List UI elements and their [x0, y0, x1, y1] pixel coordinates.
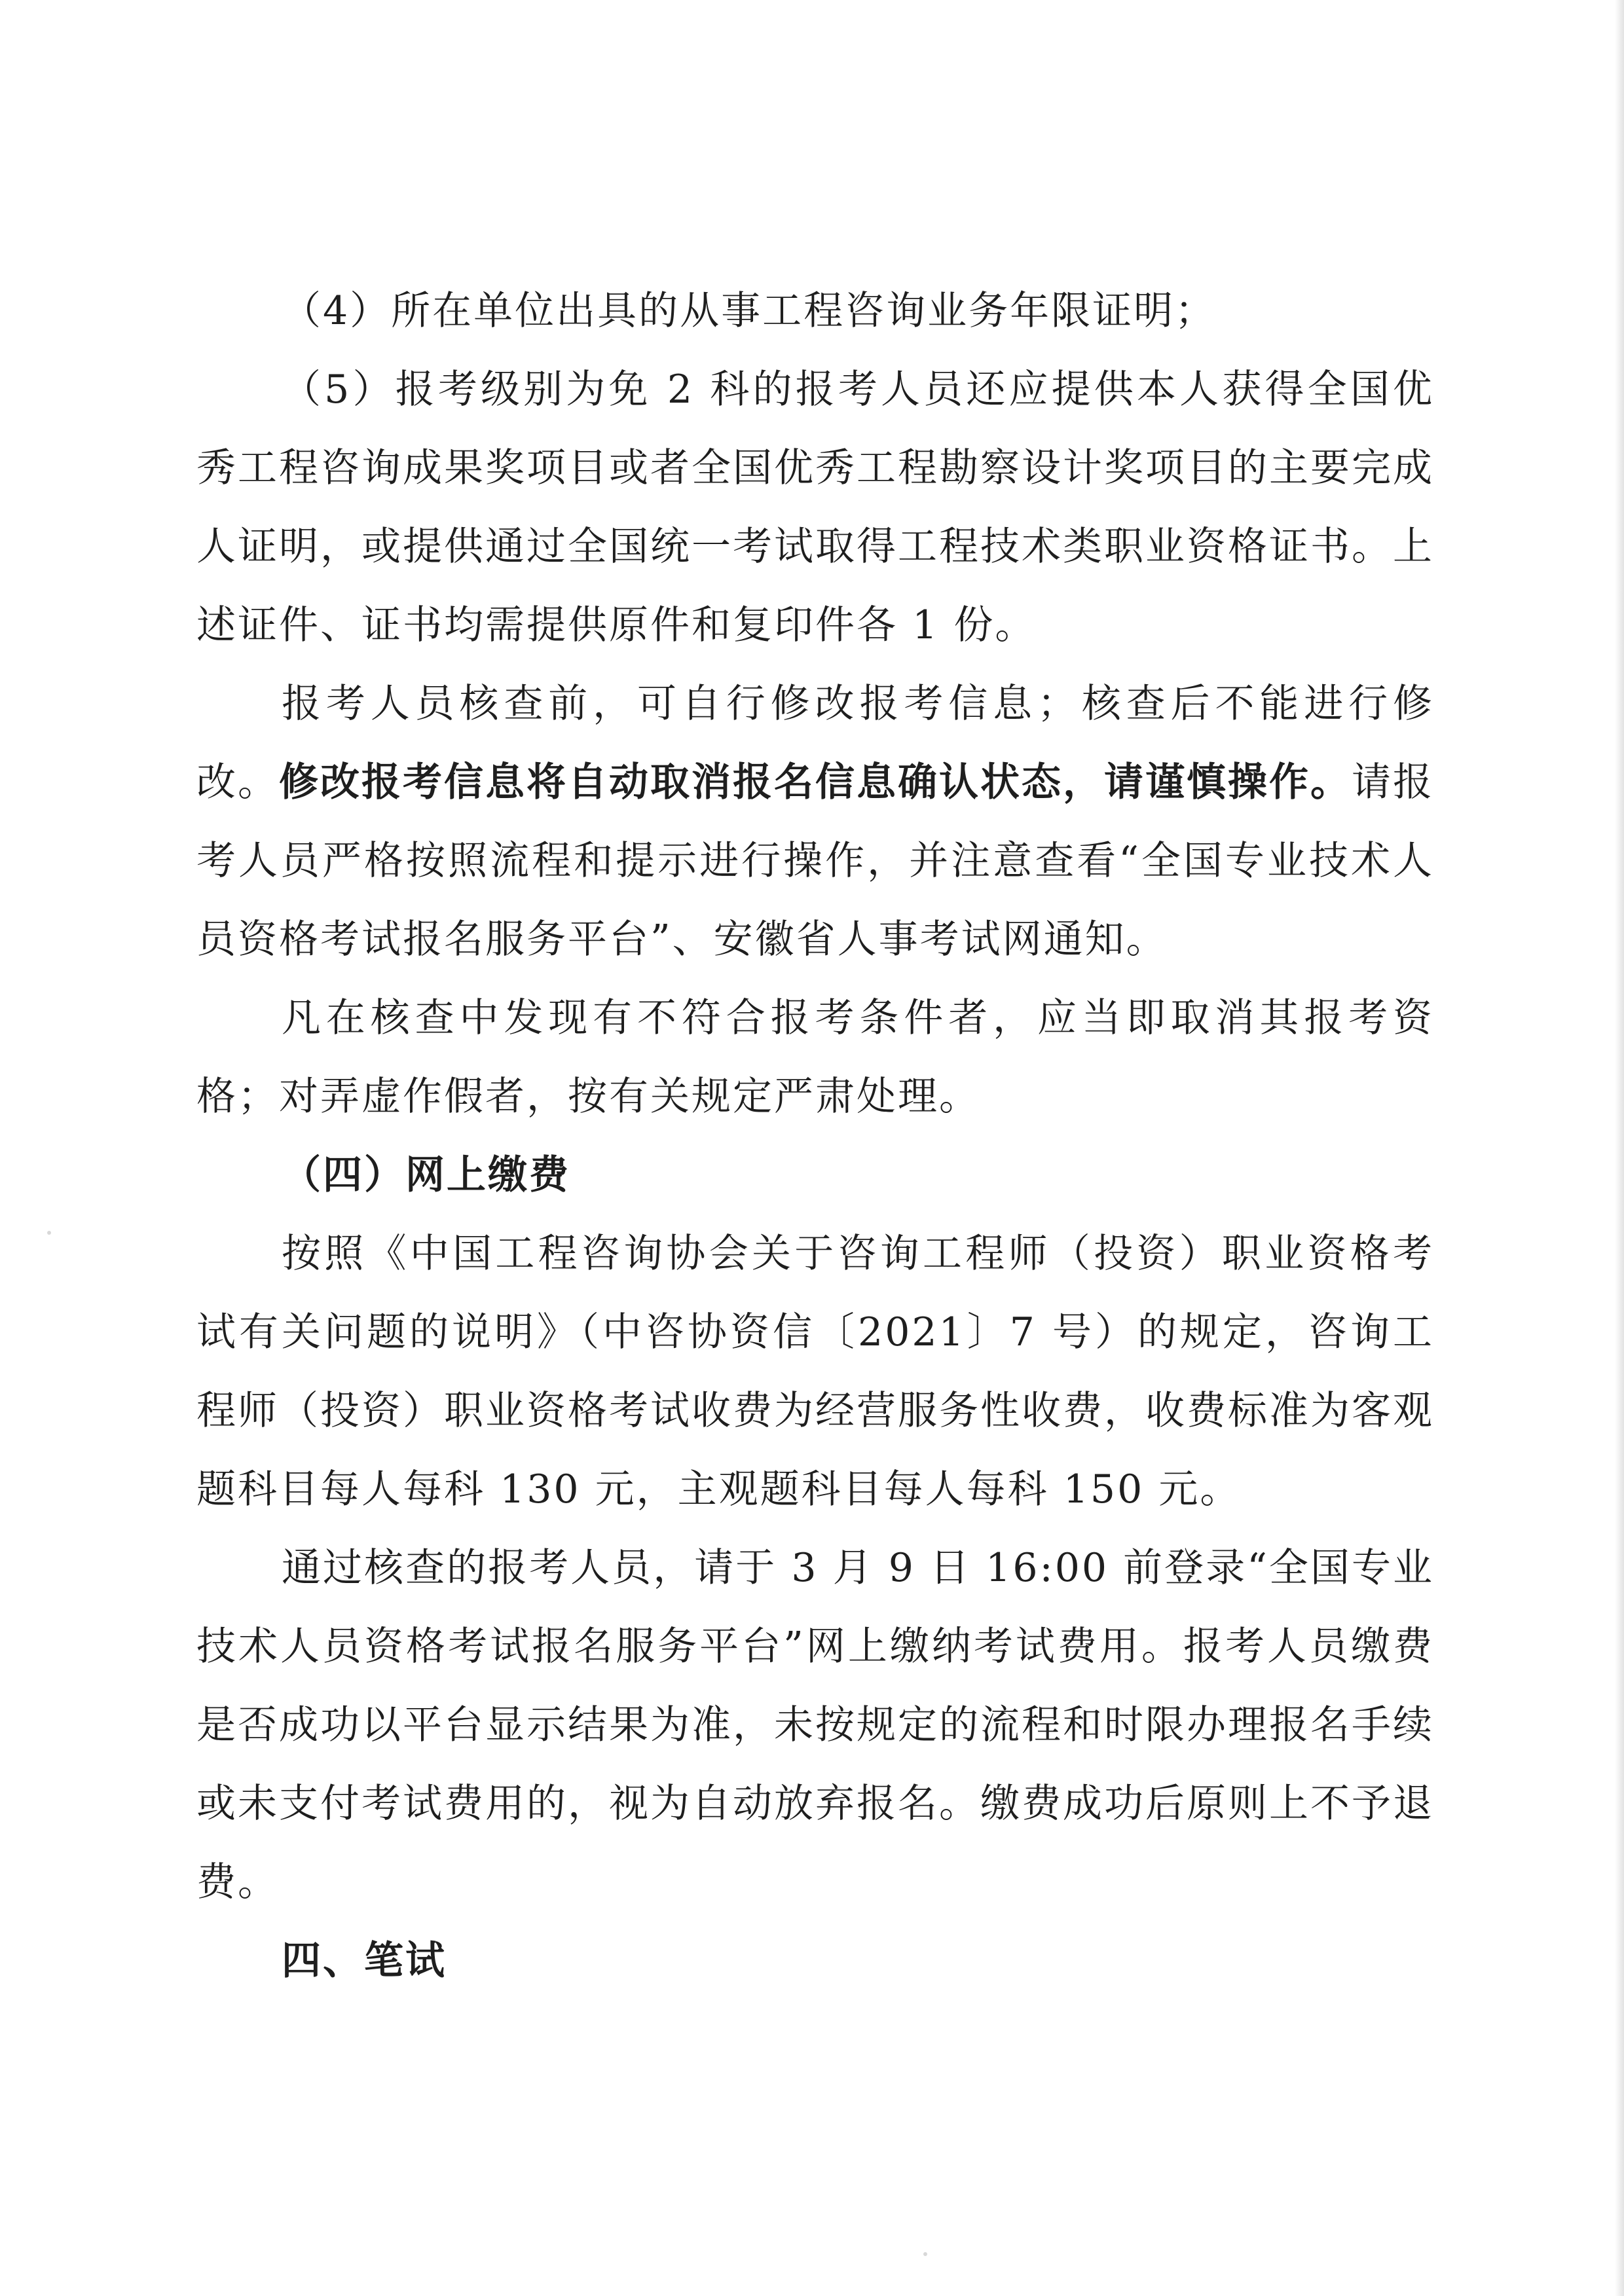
scan-speck — [47, 1231, 51, 1235]
heading-online-payment: （四）网上缴费 — [282, 1152, 570, 1198]
modify-text-after: 请报考人员严格按照流程和提示进行操作，并注意查看“全国专业技术人员资格考试报名服务平台”、安徽省人事考试网通知。 — [196, 759, 1434, 962]
document-body — [196, 272, 1434, 2000]
paragraph-fee-deadline: 通过核查的报考人员，请于 3 月 9 日 16:00 前登录“全国专业技术人员资格考试报名服务平台”网上缴纳考试费用。报考人员缴费是否成功以平台显示结果为准，未按规定的流程和时限办理报名手续或未支付考试费用的，视为自动放弃报名。缴费成功后原则上不予退费。 — [196, 1545, 1434, 1905]
modify-warning-bold: 修改报考信息将自动取消报名信息确认状态，请谨慎操作。 — [279, 759, 1352, 805]
paragraph-modify-info — [196, 665, 1434, 979]
modify-text-before: 报考人员核查前，可自行修改报考信息；核查后不能进行修改。 — [196, 681, 1434, 805]
paragraph-fee-standard: 按照《中国工程咨询协会关于咨询工程师（投资）职业资格考试有关问题的说明》（中咨协资信〔2021〕7 号）的规定，咨询工程师（投资）职业资格考试收费为经营服务性收费，收费标准为客观题科目每人每科 130 元，主观题科目每人每科 150 元。 — [196, 1231, 1434, 1512]
paragraph-disqualify: 凡在核查中发现有不符合报考条件者，应当即取消其报考资格；对弄虚作假者，按有关规定严肃处理。 — [196, 995, 1434, 1120]
scan-speck — [923, 2252, 927, 2256]
scan-edge-shadow — [1615, 0, 1624, 2296]
paragraph-item-4: （4）所在单位出具的从事工程咨询业务年限证明； — [282, 288, 1217, 334]
heading-written-exam: 四、笔试 — [282, 1938, 447, 1984]
paragraph-item-5: （5）报考级别为免 2 科的报考人员还应提供本人获得全国优秀工程咨询成果奖项目或者全国优秀工程勘察设计奖项目的主要完成人证明，或提供通过全国统一考试取得工程技术类职业资格证书。上述证件、证书均需提供原件和复印件各 1 份。 — [196, 367, 1434, 648]
